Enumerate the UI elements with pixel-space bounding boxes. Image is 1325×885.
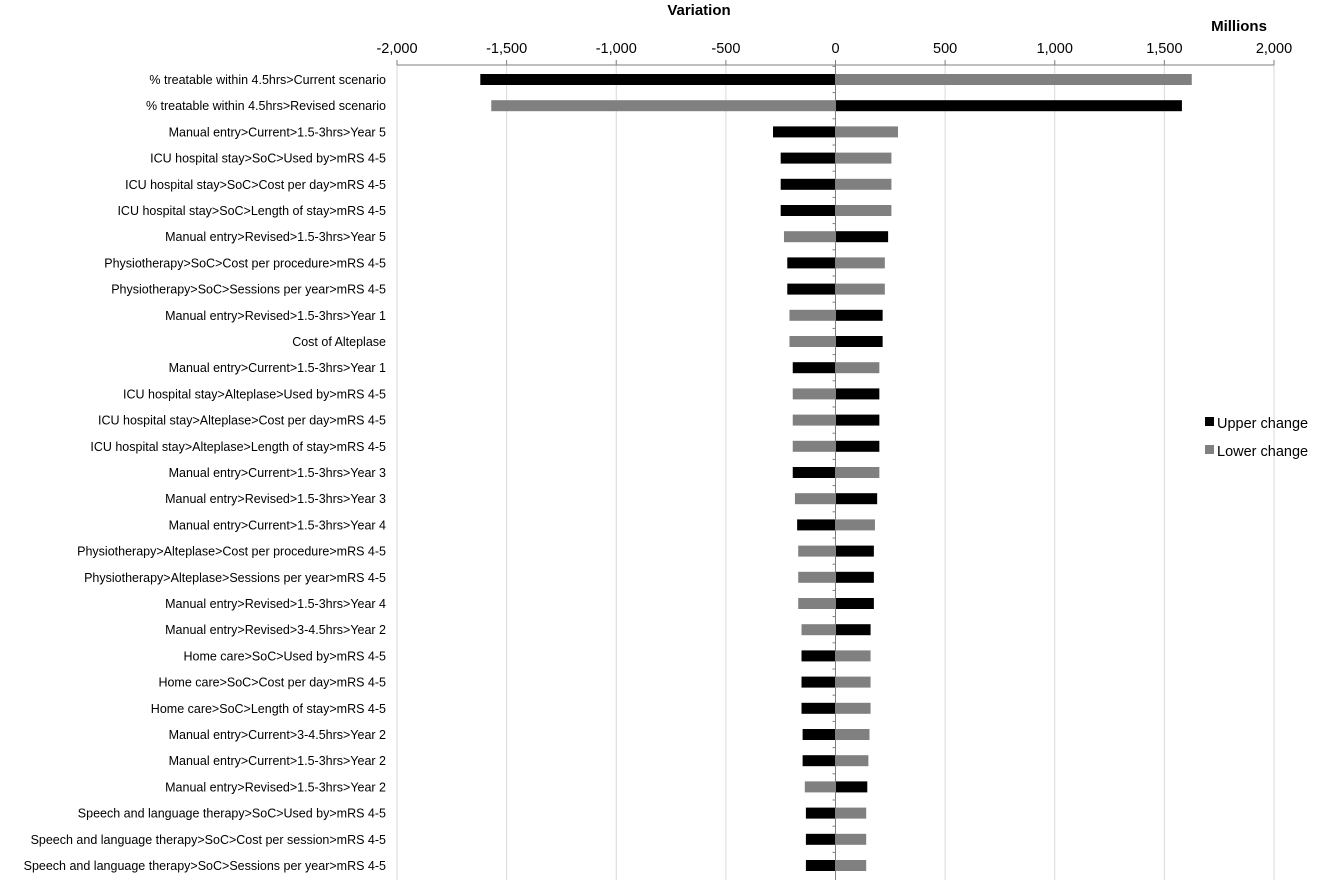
category-label: Physiotherapy>Alteplase>Sessions per year>mRS 4-5 [84, 570, 386, 585]
upper-change-bar [806, 860, 836, 871]
x-tick-label: 500 [933, 41, 958, 57]
lower-change-bar [789, 310, 835, 321]
upper-change-bar [836, 231, 889, 242]
legend-label-upper-change: Upper change [1217, 416, 1309, 432]
lower-change-bar [836, 205, 892, 216]
upper-change-bar [803, 729, 836, 740]
x-tick-label: -2,000 [376, 41, 418, 57]
lower-change-bar [798, 598, 835, 609]
lower-change-bar [836, 834, 867, 845]
lower-change-bar [836, 650, 871, 661]
upper-change-bar [836, 441, 880, 452]
upper-change-bar [836, 100, 1182, 111]
upper-change-bar [787, 284, 835, 295]
category-label: Physiotherapy>SoC>Sessions per year>mRS 4-5 [111, 282, 386, 297]
category-label: Manual entry>Revised>1.5-3hrs>Year 3 [165, 492, 386, 507]
lower-change-bar [836, 284, 885, 295]
category-label: Manual entry>Revised>1.5-3hrs>Year 5 [165, 230, 386, 245]
upper-change-bar [773, 126, 835, 137]
category-label: Speech and language therapy>SoC>Cost per session>mRS 4-5 [30, 832, 386, 847]
lower-change-bar [836, 729, 870, 740]
lower-change-bar [802, 624, 836, 635]
upper-change-bar [836, 572, 874, 583]
upper-change-bar [836, 310, 883, 321]
lower-change-bar [805, 781, 836, 792]
category-label: ICU hospital stay>SoC>Used by>mRS 4-5 [150, 151, 386, 166]
lower-change-bar [798, 546, 835, 557]
category-label: Physiotherapy>SoC>Cost per procedure>mRS 4-5 [104, 256, 386, 271]
lower-change-bar [836, 703, 871, 714]
upper-change-bar [836, 493, 878, 504]
upper-change-bar [793, 467, 836, 478]
legend-swatch-lower-change [1205, 445, 1214, 454]
upper-change-bar [836, 781, 868, 792]
category-label: Speech and language therapy>SoC>Sessions per year>mRS 4-5 [23, 859, 386, 873]
lower-change-bar [836, 860, 867, 871]
lower-change-bar [836, 74, 1192, 85]
upper-change-bar [797, 519, 835, 530]
upper-change-bar [802, 703, 836, 714]
lower-change-bar [795, 493, 836, 504]
x-tick-label: -1,000 [595, 41, 637, 57]
lower-change-bar [793, 388, 836, 399]
category-label: Home care>SoC>Used by>mRS 4-5 [183, 649, 386, 664]
x-tick-label: -500 [711, 41, 741, 57]
upper-change-bar [836, 624, 871, 635]
x-tick-label: 0 [831, 41, 840, 57]
x-tick-label: 1,500 [1146, 41, 1183, 57]
category-label: Manual entry>Current>1.5-3hrs>Year 1 [168, 361, 386, 376]
upper-change-bar [836, 336, 883, 347]
lower-change-bar [836, 677, 871, 688]
lower-change-bar [836, 257, 885, 268]
lower-change-bar [836, 362, 880, 373]
upper-change-bar [787, 257, 835, 268]
category-label: Manual entry>Current>1.5-3hrs>Year 4 [168, 518, 386, 533]
x-tick-label: 2,000 [1255, 41, 1293, 57]
category-label: Manual entry>Revised>1.5-3hrs>Year 2 [165, 780, 386, 795]
category-label: ICU hospital stay>SoC>Cost per day>mRS 4-5 [125, 177, 386, 192]
lower-change-bar [836, 126, 898, 137]
category-label: Manual entry>Revised>3-4.5hrs>Year 2 [165, 623, 386, 638]
upper-change-bar [793, 362, 836, 373]
category-label: Manual entry>Revised>1.5-3hrs>Year 4 [165, 597, 386, 611]
upper-change-bar [806, 834, 836, 845]
category-label: ICU hospital stay>SoC>Length of stay>mRS 4-5 [117, 204, 386, 218]
upper-change-bar [802, 650, 836, 661]
chart-title: Variation [667, 2, 731, 19]
legend-swatch-upper-change [1205, 417, 1214, 426]
category-label: Manual entry>Current>1.5-3hrs>Year 2 [168, 754, 386, 769]
upper-change-bar [836, 598, 874, 609]
category-label: ICU hospital stay>Alteplase>Length of stay>mRS 4-5 [90, 439, 386, 454]
upper-change-bar [781, 153, 836, 164]
category-label: Manual entry>Current>1.5-3hrs>Year 3 [168, 466, 386, 480]
category-label: Cost of Alteplase [292, 335, 386, 349]
legend [1205, 416, 1308, 460]
upper-change-bar [836, 546, 874, 557]
lower-change-bar [836, 467, 880, 478]
upper-change-bar [836, 415, 880, 426]
upper-change-bar [802, 677, 836, 688]
lower-change-bar [836, 808, 867, 819]
category-label: % treatable within 4.5hrs>Current scenario [149, 73, 386, 87]
category-label: Speech and language therapy>SoC>Used by>mRS 4-5 [77, 806, 386, 821]
category-label: ICU hospital stay>Alteplase>Cost per day>mRS 4-5 [98, 413, 386, 428]
upper-change-bar [803, 755, 836, 766]
upper-change-bar [806, 808, 836, 819]
category-label: Manual entry>Current>3-4.5hrs>Year 2 [168, 728, 386, 742]
upper-change-bar [836, 388, 880, 399]
upper-change-bar [781, 205, 836, 216]
bars [480, 74, 1191, 871]
category-label: Manual entry>Current>1.5-3hrs>Year 5 [168, 125, 386, 140]
legend-label-lower-change: Lower change [1217, 444, 1309, 460]
lower-change-bar [784, 231, 836, 242]
lower-change-bar [491, 100, 835, 111]
lower-change-bar [836, 519, 875, 530]
category-label: Physiotherapy>Alteplase>Cost per procedure>mRS 4-5 [77, 544, 386, 559]
lower-change-bar [793, 415, 836, 426]
category-label: Home care>SoC>Cost per day>mRS 4-5 [158, 675, 386, 690]
category-label: Manual entry>Revised>1.5-3hrs>Year 1 [165, 308, 386, 323]
x-tick-label: 1,000 [1036, 41, 1073, 57]
upper-change-bar [480, 74, 835, 85]
lower-change-bar [836, 179, 892, 190]
axes [376, 41, 1292, 880]
lower-change-bar [836, 755, 869, 766]
lower-change-bar [793, 441, 836, 452]
category-label: % treatable within 4.5hrs>Revised scenario [145, 99, 386, 114]
x-tick-label: -1,500 [486, 41, 528, 57]
lower-change-bar [798, 572, 835, 583]
category-label: ICU hospital stay>Alteplase>Used by>mRS 4-5 [123, 387, 386, 402]
category-labels [24, 73, 386, 873]
lower-change-bar [789, 336, 835, 347]
unit-label: Millions [1211, 18, 1267, 35]
upper-change-bar [781, 179, 836, 190]
category-label: Home care>SoC>Length of stay>mRS 4-5 [150, 701, 386, 716]
lower-change-bar [836, 153, 892, 164]
